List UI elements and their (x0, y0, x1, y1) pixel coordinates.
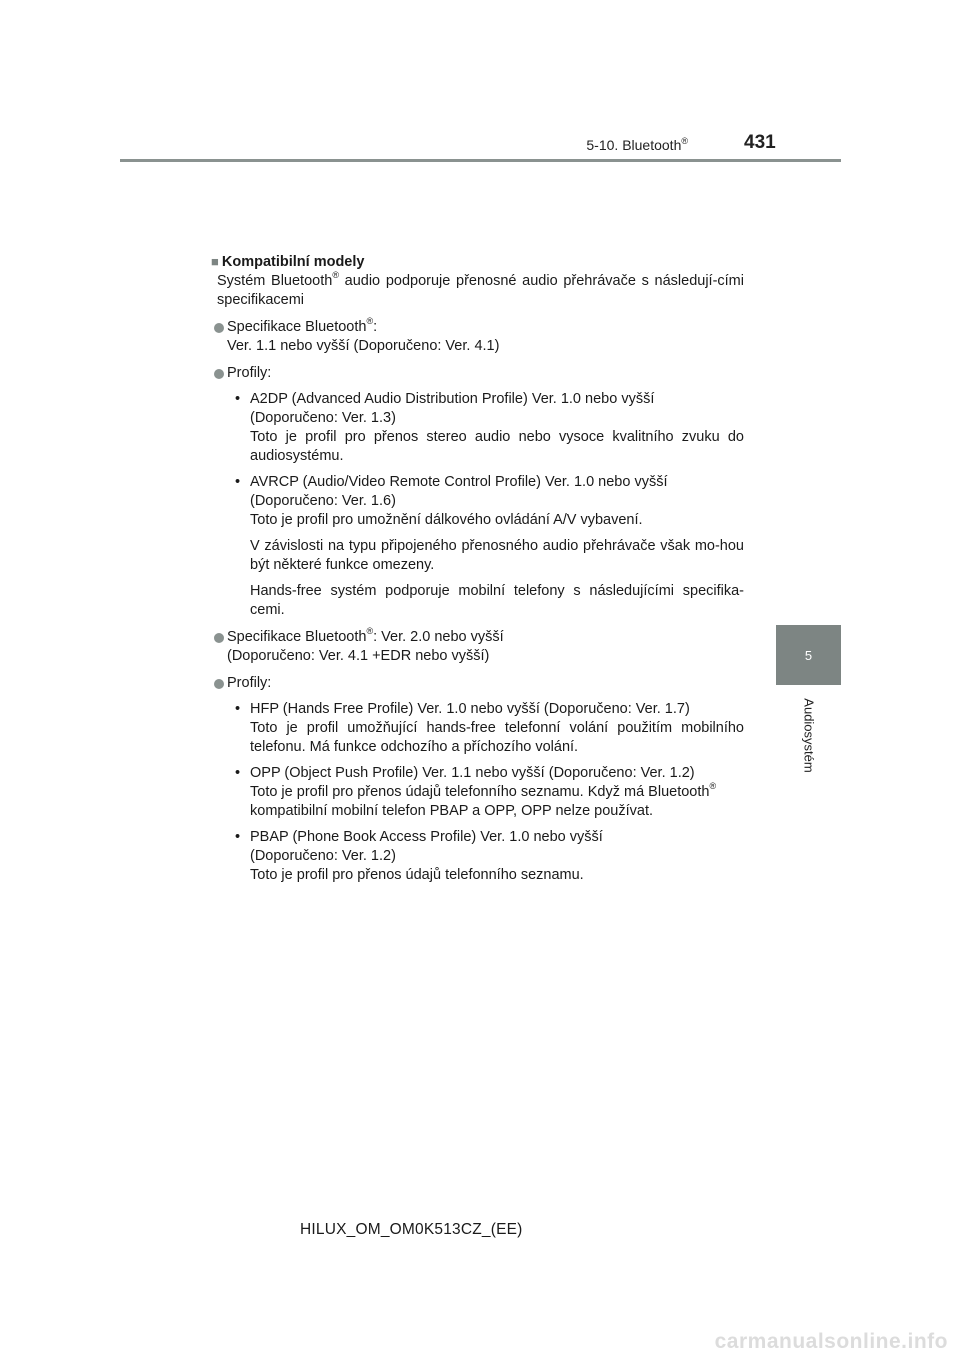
circle-bullet-icon (214, 679, 224, 689)
profile-item: • A2DP (Advanced Audio Distribution Profile) Ver. 1.0 nebo vyšší (Doporučeno: Ver. 1.3) Toto je profil pro přenos stereo audio nebo vysoce kvalitního zvuku do audiosystému. (235, 391, 744, 464)
trademark-symbol: ® (366, 316, 374, 326)
page-number: 431 (744, 132, 776, 153)
spec-item: Specifikace Bluetooth®: Ver. 1.1 nebo vyšší (Doporučeno: Ver. 4.1) (214, 318, 744, 356)
section-title: 5-10. Bluetooth (586, 137, 682, 153)
spec-item: Profily: (214, 674, 744, 693)
bullet-icon: • (235, 765, 241, 781)
header-divider (120, 159, 841, 162)
document-code: HILUX_OM_OM0K513CZ_(EE) (300, 1221, 523, 1238)
note-paragraph: Hands-free systém podporuje mobilní telefony s následujícími specifika-cemi. (250, 583, 744, 618)
bullet-icon: • (235, 829, 241, 845)
profile-item: • PBAP (Phone Book Access Profile) Ver. 1.0 nebo vyšší (Doporučeno: Ver. 1.2) Toto je profil pro přenos údajů telefonního seznamu. (235, 829, 603, 883)
circle-bullet-icon (214, 633, 224, 643)
chapter-label: Audiosystém (801, 697, 817, 773)
bullet-icon: • (235, 701, 241, 717)
circle-bullet-icon (214, 369, 224, 379)
bullet-icon: • (235, 391, 241, 407)
running-header (586, 137, 688, 153)
trademark-symbol: ® (332, 270, 339, 280)
site-watermark: carmanualsonline.info (714, 1330, 948, 1353)
profile-item: • AVRCP (Audio/Video Remote Control Profile) Ver. 1.0 nebo vyšší (Doporučeno: Ver. 1.6) Toto je profil pro umožnění dálkového ovládání A/V vybavení. (235, 474, 668, 528)
trademark-symbol: ® (366, 626, 374, 636)
note-paragraph: V závislosti na typu připojeného přenosného audio přehrávače však mo-hou být některé funkce omezeny. (250, 538, 744, 573)
spec-item: Profily: (214, 364, 744, 383)
profile-item: • HFP (Hands Free Profile) Ver. 1.0 nebo vyšší (Doporučeno: Ver. 1.7) Toto je profil umožňující hands-free telefonní volání použitím mobilního telefonu. Má funkce odchozího a příchozího volání. (235, 701, 744, 755)
chapter-number: 5 (804, 647, 813, 663)
chapter-tab[interactable] (776, 625, 841, 685)
intro-paragraph: Systém Bluetooth® audio podporuje přenosné audio přehrávače s následují-cími specifikacemi (217, 270, 744, 308)
section-heading: ■ Kompatibilní modely (211, 254, 365, 270)
circle-bullet-icon (214, 323, 224, 333)
page-content (211, 252, 744, 885)
profile-item: • OPP (Object Push Profile) Ver. 1.1 nebo vyšší (Doporučeno: Ver. 1.2) Toto je profil pro přenos údajů telefonního seznamu. Když má Bluetooth® kompatibilní mobilní telefon PBAP a OPP, OPP nelze používat. (235, 765, 717, 819)
spec-item: Specifikace Bluetooth®: Ver. 2.0 nebo vyšší (Doporučeno: Ver. 4.1 +EDR nebo vyšší) (214, 628, 744, 666)
square-bullet-icon: ■ (211, 254, 219, 269)
trademark-symbol: ® (681, 136, 688, 146)
trademark-symbol: ® (709, 781, 717, 791)
bullet-icon: • (235, 474, 241, 490)
